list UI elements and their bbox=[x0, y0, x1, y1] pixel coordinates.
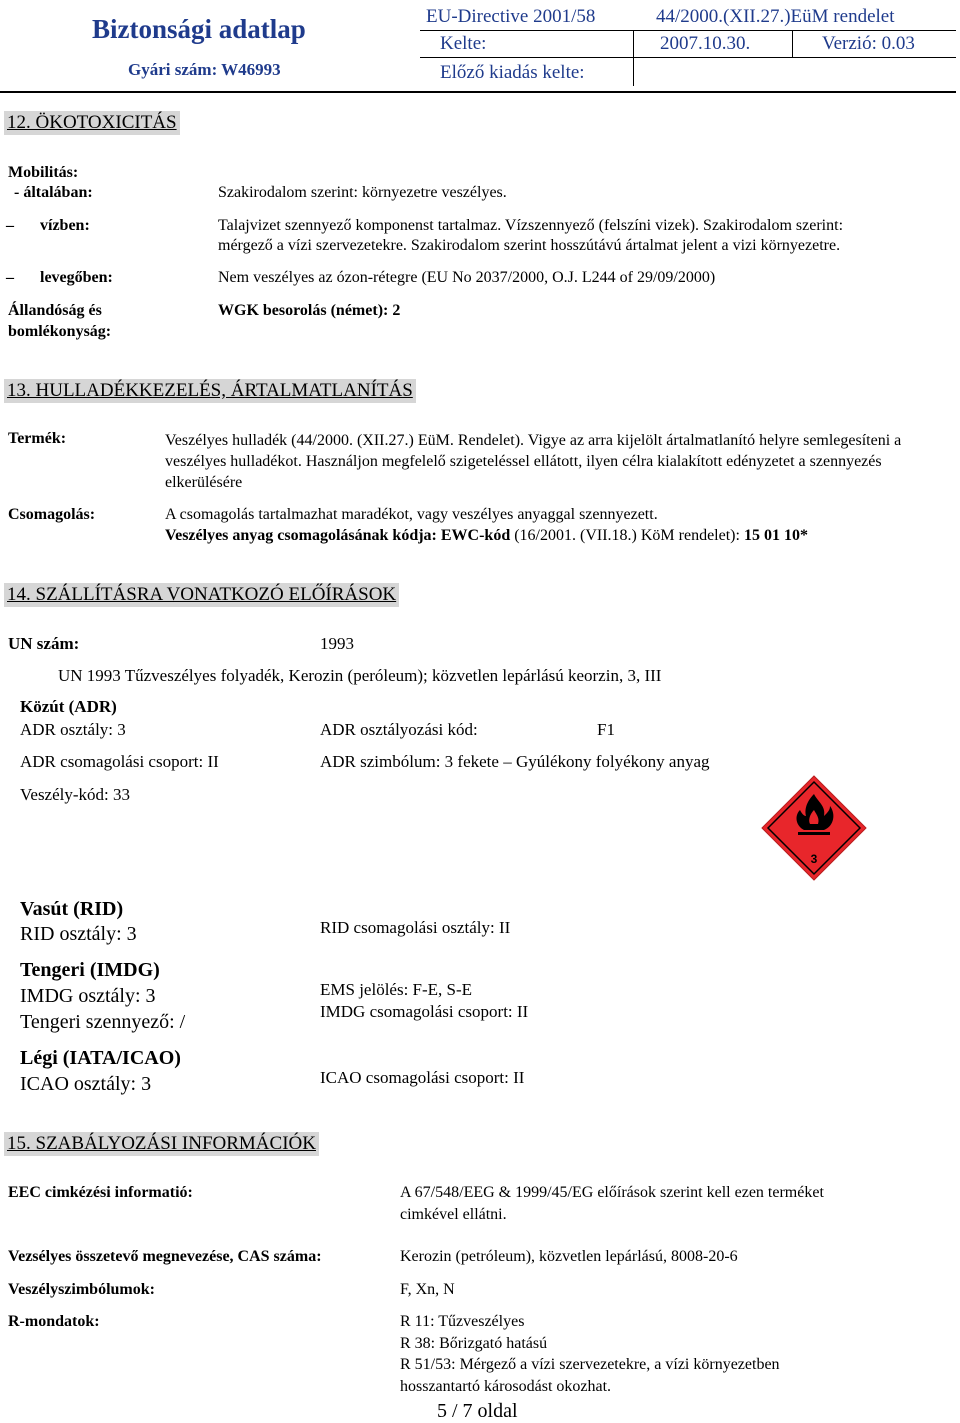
packaging-text: A csomagolás tartalmazhat maradékot, vagy veszélyes anyaggal szennyezett. bbox=[165, 506, 658, 523]
page-number: 5 / 7 oldal bbox=[437, 1400, 518, 1422]
r-phrase-11: R 11: Tűzveszélyes bbox=[400, 1313, 525, 1330]
un-description: UN 1993 Tűzveszélyes folyadék, Kerozin (peróleum); közvetlen lepárlású keorzin, 3, III bbox=[58, 666, 662, 685]
r-phrase-38: R 38: Bőrizgató hatású bbox=[400, 1335, 548, 1352]
adr-code-value: F1 bbox=[597, 720, 615, 739]
product-text: Veszélyes hulladék (44/2000. (XII.27.) EüM. Rendelet). Vigye az arra kijelölt ártalmatlanító helyre semlegesíteni a veszélyes hulladékot. Használjon megfelelő szigeteléssel ellátott, ilyen célra kialakított edényzetet a szennyezés elkerülésére bbox=[165, 432, 902, 491]
wgk-classification: WGK besorolás (német): 2 bbox=[218, 302, 401, 319]
issued-label: Kelte: bbox=[440, 33, 487, 54]
icao-class: ICAO osztály: 3 bbox=[20, 1073, 152, 1095]
factory-number: Gyári szám: W46993 bbox=[128, 60, 281, 79]
icao-packing-group: ICAO csomagolási csoport: II bbox=[320, 1068, 525, 1087]
water-text-1: Talajvizet szennyező komponenst tartalmaz. Vízszennyező (felszíni vizek). Szakirodalom szerint: bbox=[218, 217, 844, 234]
header-bottom-rule bbox=[0, 91, 956, 93]
ewc-line bbox=[165, 527, 808, 545]
imdg-packing-group: IMDG csomagolási csoport: II bbox=[320, 1002, 529, 1021]
water-dash: – bbox=[6, 217, 14, 234]
un-label: UN szám: bbox=[8, 634, 80, 653]
rail-title: Vasút (RID) bbox=[20, 898, 124, 920]
header-rule bbox=[633, 31, 634, 57]
adr-class: ADR osztály: 3 bbox=[20, 720, 126, 739]
air-transport-title: Légi (IATA/ICAO) bbox=[20, 1047, 181, 1069]
packaging-label: Csomagolás: bbox=[8, 506, 96, 523]
placard-number: 3 bbox=[810, 852, 818, 866]
header-rule bbox=[633, 58, 634, 86]
road-title: Közút (ADR) bbox=[20, 697, 117, 716]
stability-label: Állandóság és bbox=[8, 302, 102, 319]
general-label: - általában: bbox=[14, 184, 93, 201]
section-12-title: 12. ÖKOTOXICITÁS bbox=[4, 111, 180, 135]
eec-text-2: cimkével ellátni. bbox=[400, 1206, 507, 1223]
hazard-symbols-text: F, Xn, N bbox=[400, 1281, 455, 1298]
ewc-prefix: Veszélyes anyag csomagolásának kódja: EWC-kód bbox=[165, 527, 511, 544]
adr-code-label: ADR osztályozási kód: bbox=[320, 720, 478, 739]
document-title: Biztonsági adatlap bbox=[92, 14, 306, 44]
r-phrase-51-53: R 51/53: Mérgező a vízi szervezetekre, a vízi környezetben bbox=[400, 1356, 780, 1373]
marine-pollutant: Tengeri szennyező: / bbox=[20, 1011, 186, 1033]
hazard-code: Veszély-kód: 33 bbox=[20, 785, 131, 804]
cas-text: Kerozin (petróleum), közvetlen lepárlású, 8008-20-6 bbox=[400, 1248, 738, 1265]
imdg-class: IMDG osztály: 3 bbox=[20, 985, 156, 1007]
air-text: Nem veszélyes az ózon-rétegre (EU No 2037/2000, O.J. L244 of 29/09/2000) bbox=[218, 269, 716, 286]
directive: EU-Directive 2001/58 bbox=[426, 6, 596, 27]
header-rule bbox=[792, 31, 793, 57]
flammable-liquid-placard-icon bbox=[760, 774, 868, 882]
previous-issue-label: Előző kiadás kelte: bbox=[440, 62, 585, 83]
eec-label: EEC cimkézési informatió: bbox=[8, 1184, 193, 1201]
adr-packing-group: ADR csomagolási csoport: II bbox=[20, 752, 219, 771]
header-rule bbox=[420, 30, 956, 31]
adr-symbol: ADR szimbólum: 3 fekete – Gyúlékony folyékony anyag bbox=[320, 752, 710, 771]
ems-marking: EMS jelölés: F-E, S-E bbox=[320, 980, 473, 999]
decree: 44/2000.(XII.27.)EüM rendelet bbox=[656, 6, 895, 27]
mobility-label: Mobilitás: bbox=[8, 164, 79, 181]
section-14-title: 14. SZÁLLÍTÁSRA VONATKOZÓ ELŐÍRÁSOK bbox=[4, 583, 399, 607]
eec-text-1: A 67/548/EEG & 1999/45/EG előírások szerint kell ezen terméket bbox=[400, 1184, 824, 1201]
section-15-title: 15. SZABÁLYOZÁSI INFORMÁCIÓK bbox=[4, 1132, 319, 1156]
air-label: levegőben: bbox=[40, 269, 113, 286]
r-phrases-label: R-mondatok: bbox=[8, 1313, 100, 1330]
cas-label: Vezsélyes összetevő megnevezése, CAS száma: bbox=[8, 1248, 322, 1265]
header-rule bbox=[420, 57, 956, 58]
section-13-title: 13. HULLADÉKKEZELÉS, ÁRTALMATLANÍTÁS bbox=[4, 379, 416, 403]
version: Verzió: 0.03 bbox=[822, 33, 915, 54]
water-text-2: mérgező a vízi szervezetekre. Szakirodalom szerint hosszútávú ártalmat jelent a vizi környezetre. bbox=[218, 237, 841, 254]
r-phrase-51-53-cont: hosszantartó károsodást okozhat. bbox=[400, 1378, 612, 1395]
rid-class: RID osztály: 3 bbox=[20, 923, 137, 945]
un-value: 1993 bbox=[320, 634, 354, 653]
ewc-code: 15 01 10* bbox=[743, 527, 808, 544]
ewc-middle: (16/2001. (VII.18.) KöM rendelet): bbox=[510, 527, 744, 544]
hazard-symbols-label: Veszélyszimbólumok: bbox=[8, 1281, 155, 1298]
general-text: Szakirodalom szerint: környezetre veszélyes. bbox=[218, 184, 507, 201]
rid-packing-class: RID csomagolási osztály: II bbox=[320, 918, 511, 937]
issued-date: 2007.10.30. bbox=[660, 33, 751, 54]
water-label: vízben: bbox=[40, 217, 90, 234]
stability-label-2: bomlékonyság: bbox=[8, 323, 112, 340]
product-label: Termék: bbox=[8, 430, 67, 447]
sea-title: Tengeri (IMDG) bbox=[20, 959, 160, 981]
air-dash: – bbox=[6, 269, 14, 286]
